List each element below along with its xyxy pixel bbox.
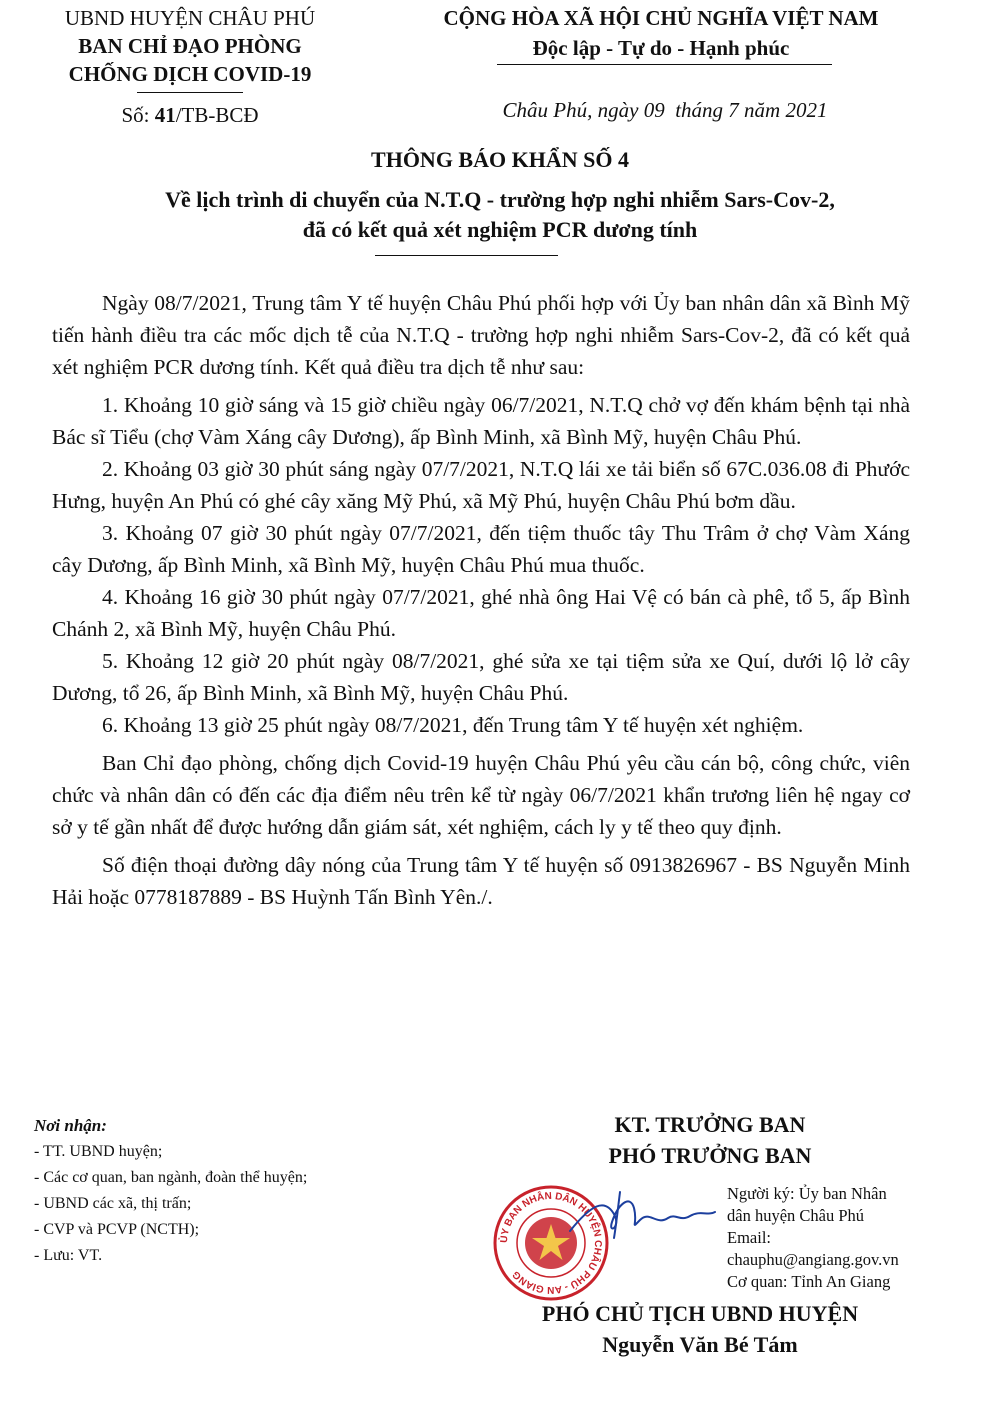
hotline-paragraph: Số điện thoại đường dây nóng của Trung tâm Y tế huyện số 0913826967 - BS Nguyễn Minh Hải hoặc 0778187889 - BS Huỳnh Tấn Bình Yên./. (52, 853, 910, 909)
signer-position: PHÓ CHỦ TỊCH UBND HUYỆN (541, 1301, 859, 1326)
signature-role2: PHÓ TRƯỞNG BAN (608, 1143, 812, 1168)
motto: Độc lập - Tự do - Hạnh phúc (532, 36, 790, 60)
place-date: Châu Phú, ngày 09 tháng 7 năm 2021 (502, 98, 828, 122)
digital-signature-info (727, 1183, 967, 1293)
intro-paragraph: Ngày 08/7/2021, Trung tâm Y tế huyện Châu Phú phối hợp với Ủy ban nhân dân xã Bình Mỹ tiến hành điều tra các mốc dịch tễ của N.T.Q - trường hợp nghi nhiễm Sars-Cov-2, đã có kết quả xét nghiệm PCR dương tính. Kết quả điều tra dịch tễ như sau: (52, 291, 910, 379)
nation-title: CỘNG HÒA XÃ HỘI CHỦ NGHĨA VIỆT NAM (443, 6, 879, 30)
signer-line: Người ký: Ủy ban Nhân (727, 1184, 887, 1203)
number-value: 41 (154, 103, 176, 127)
document-number (30, 101, 350, 129)
notice-subject-line1: Về lịch trình di chuyển của N.T.Q - trường hợp nghi nhiễm Sars-Cov-2, (165, 187, 835, 212)
itinerary-item-3: 3. Khoảng 07 giờ 30 phút ngày 07/7/2021, đến tiệm thuốc tây Thu Trâm ở chợ Vàm Xáng cây Dương, ấp Bình Minh, xã Bình Mỹ, huyện Châu Phú mua thuốc. (52, 521, 910, 577)
recipients-block (34, 1113, 307, 1269)
request-paragraph: Ban Chỉ đạo phòng, chống dịch Covid-19 huyện Châu Phú yêu cầu cán bộ, công chức, viên chức và nhân dân có đến các địa điểm nêu trên kể từ ngày 06/7/2021 khẩn trương liên hệ ngay cơ sở y tế gần nhất để được hướng dẫn giám sát, xét nghiệm, cách ly y tế theo quy định. (52, 751, 910, 839)
handwritten-signature (560, 1186, 720, 1246)
seal-text: ỦY BAN NHÂN DÂN HUYỆN CHÂU PHÚ - AN GIANG (498, 1190, 604, 1296)
itinerary-item-2: 2. Khoảng 03 giờ 30 phút sáng ngày 07/7/2021, N.T.Q lái xe tải biển số 67C.036.08 đi Phước Hưng, huyện An Phú có ghé cây xăng Mỹ Phú, xã Mỹ Phú, huyện Châu Phú bơm dầu. (52, 457, 910, 513)
signer-email: chauphu@angiang.gov.vn (727, 1250, 899, 1269)
itinerary-item-6: 6. Khoảng 13 giờ 25 phút ngày 08/7/2021, đến Trung tâm Y tế huyện xét nghiệm. (102, 713, 804, 737)
number-suffix: /TB-BCĐ (175, 103, 259, 127)
recipients-heading: Nơi nhận: (34, 1116, 107, 1135)
notice-title: THÔNG BÁO KHẨN SỐ 4 (371, 147, 629, 172)
itinerary-item-5: 5. Khoảng 12 giờ 20 phút ngày 08/7/2021, ghé sửa xe tại tiệm sửa xe Quí, dưới lộ lở cây Dương, tổ 26, ấp Bình Minh, xã Bình Mỹ, huyện Châu Phú. (52, 649, 910, 705)
signer-line: dân huyện Châu Phú (727, 1206, 865, 1225)
recipient-item: - Các cơ quan, ban ngành, đoàn thể huyện; (34, 1169, 308, 1186)
signer-line: Cơ quan: Tỉnh An Giang (727, 1272, 891, 1291)
agency-line2: CHỐNG DỊCH COVID-19 (68, 62, 312, 86)
motto-underline (497, 64, 832, 65)
agency-parent: UBND HUYỆN CHÂU PHÚ (64, 6, 316, 30)
title-underline (375, 255, 558, 256)
itinerary-item-4: 4. Khoảng 16 giờ 30 phút ngày 07/7/2021, ghé nhà ông Hai Vệ có bán cà phê, tổ 5, ấp Bình Chánh 2, xã Bình Mỹ, huyện Châu Phú. (52, 585, 910, 641)
signer-line: Email: (727, 1228, 771, 1247)
notice-subject-line2: đã có kết quả xét nghiệm PCR dương tính (302, 217, 698, 242)
agency-block (30, 4, 350, 88)
signer-name: Nguyễn Văn Bé Tám (602, 1332, 798, 1357)
agency-line1: BAN CHỈ ĐẠO PHÒNG (78, 34, 302, 58)
itinerary-item-1: 1. Khoảng 10 giờ sáng và 15 giờ chiều ngày 06/7/2021, N.T.Q chở vợ đến khám bệnh tại nhà Bác sĩ Tiểu (chợ Vàm Xáng cây Dương), ấp Bình Minh, xã Bình Mỹ, huyện Châu Phú. (52, 393, 910, 449)
recipient-item: - UBND các xã, thị trấn; (34, 1195, 192, 1212)
signature-role1: KT. TRƯỞNG BAN (614, 1112, 806, 1137)
recipient-item: - CVP và PCVP (NCTH); (34, 1221, 200, 1238)
notice-body (52, 287, 910, 913)
recipient-item: - TT. UBND huyện; (34, 1143, 163, 1160)
agency-underline (137, 92, 243, 93)
recipient-item: - Lưu: VT. (34, 1247, 103, 1264)
number-prefix: Số: (121, 103, 155, 127)
